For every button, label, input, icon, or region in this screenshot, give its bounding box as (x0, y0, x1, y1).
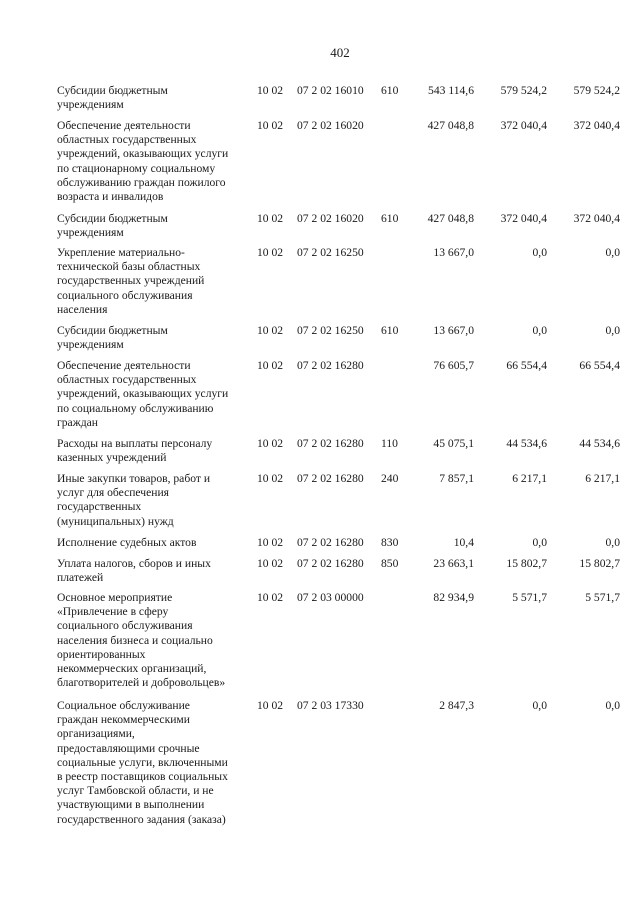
row-value-3: 66 554,4 (579, 359, 620, 372)
row-value-3: 579 524,2 (573, 84, 620, 97)
row-value-3: 372 040,4 (573, 212, 620, 225)
row-target-article: 07 2 02 16280 (297, 437, 364, 450)
row-value-1: 427 048,8 (427, 119, 474, 132)
row-value-1: 10,4 (453, 536, 474, 549)
row-name: Социальное обслуживание граждан некоммерческими организациями, предоставляющими срочные социальные услуги, включенными в реестр поставщиков социальных услуг Тамбовской области, и не участвующими в выполнении государственного задания (заказа) (57, 699, 228, 826)
row-target-article: 07 2 03 00000 (297, 591, 364, 604)
row-section-code: 10 02 (257, 84, 284, 97)
row-value-2: 0,0 (532, 324, 547, 337)
row-value-2: 372 040,4 (500, 212, 547, 225)
row-value-1: 543 114,6 (428, 84, 474, 97)
row-value-3: 44 534,6 (579, 437, 620, 450)
row-section-code: 10 02 (257, 536, 284, 549)
row-name: Субсидии бюджетным учреждениям (57, 84, 168, 112)
row-value-2: 0,0 (532, 699, 547, 712)
row-value-3: 372 040,4 (573, 119, 620, 132)
row-value-2: 44 534,6 (506, 437, 547, 450)
row-expense-type: 830 (381, 536, 399, 549)
row-name: Иные закупки товаров, работ и услуг для обеспечения государственных (муниципальных) нужд (57, 472, 211, 528)
row-value-3: 15 802,7 (579, 557, 620, 570)
row-value-3: 0,0 (605, 324, 620, 337)
row-expense-type: 110 (381, 437, 398, 450)
row-expense-type: 240 (381, 472, 399, 485)
row-section-code: 10 02 (257, 324, 284, 337)
row-section-code: 10 02 (257, 472, 284, 485)
row-value-2: 66 554,4 (506, 359, 547, 372)
row-value-2: 579 524,2 (500, 84, 547, 97)
row-value-3: 0,0 (605, 699, 620, 712)
row-value-3: 0,0 (605, 246, 620, 259)
row-section-code: 10 02 (257, 437, 284, 450)
row-name: Укрепление материально- технической базы областных государственных учреждений социального обслуживания населения (57, 246, 205, 316)
row-value-1: 13 667,0 (433, 246, 474, 259)
row-name: Исполнение судебных актов (57, 536, 197, 549)
row-target-article: 07 2 02 16280 (297, 359, 364, 372)
row-expense-type: 610 (381, 84, 399, 97)
row-name: Субсидии бюджетным учреждениям (57, 212, 168, 240)
row-target-article: 07 2 02 16020 (297, 119, 364, 132)
row-section-code: 10 02 (257, 557, 284, 570)
row-section-code: 10 02 (257, 212, 284, 225)
row-target-article: 07 2 02 16250 (297, 246, 364, 259)
row-value-1: 427 048,8 (427, 212, 474, 225)
row-value-2: 372 040,4 (500, 119, 547, 132)
row-expense-type: 850 (381, 557, 399, 570)
row-value-2: 0,0 (532, 246, 547, 259)
row-name: Уплата налогов, сборов и иных платежей (57, 557, 211, 585)
row-name: Обеспечение деятельности областных государственных учреждений, оказывающих услуги по социальному обслуживанию граждан (57, 359, 229, 429)
row-section-code: 10 02 (257, 699, 284, 712)
row-target-article: 07 2 02 16280 (297, 472, 364, 485)
row-value-2: 0,0 (532, 536, 547, 549)
row-value-2: 6 217,1 (512, 472, 547, 485)
row-name: Субсидии бюджетным учреждениям (57, 324, 168, 352)
row-value-1: 82 934,9 (433, 591, 474, 604)
row-target-article: 07 2 02 16250 (297, 324, 364, 337)
row-value-3: 5 571,7 (585, 591, 620, 604)
row-value-2: 5 571,7 (512, 591, 547, 604)
row-section-code: 10 02 (257, 359, 284, 372)
row-target-article: 07 2 02 16280 (297, 536, 364, 549)
row-expense-type: 610 (381, 324, 399, 337)
row-value-1: 45 075,1 (433, 437, 474, 450)
row-name: Основное мероприятие «Привлечение в сферу социального обслуживания населения бизнеса и социально ориентированных некоммерческих организаций, благотворителей и добровольцев» (57, 591, 226, 690)
row-value-3: 0,0 (605, 536, 620, 549)
row-section-code: 10 02 (257, 591, 284, 604)
row-value-1: 23 663,1 (433, 557, 474, 570)
row-name: Обеспечение деятельности областных государственных учреждений, оказывающих услуги по стационарному социальному обслуживанию граждан пожилого возраста и инвалидов (57, 119, 229, 204)
row-value-1: 2 847,3 (439, 699, 474, 712)
row-expense-type: 610 (381, 212, 399, 225)
row-value-1: 7 857,1 (439, 472, 474, 485)
row-target-article: 07 2 02 16280 (297, 557, 364, 570)
row-name: Расходы на выплаты персоналу казенных учреждений (57, 437, 213, 465)
row-value-1: 76 605,7 (433, 359, 474, 372)
page-number: 402 (330, 45, 350, 60)
row-value-2: 15 802,7 (506, 557, 547, 570)
row-value-1: 13 667,0 (433, 324, 474, 337)
row-section-code: 10 02 (257, 119, 284, 132)
row-target-article: 07 2 02 16010 (297, 84, 364, 97)
row-target-article: 07 2 03 17330 (297, 699, 364, 712)
row-section-code: 10 02 (257, 246, 284, 259)
row-target-article: 07 2 02 16020 (297, 212, 364, 225)
row-value-3: 6 217,1 (585, 472, 620, 485)
